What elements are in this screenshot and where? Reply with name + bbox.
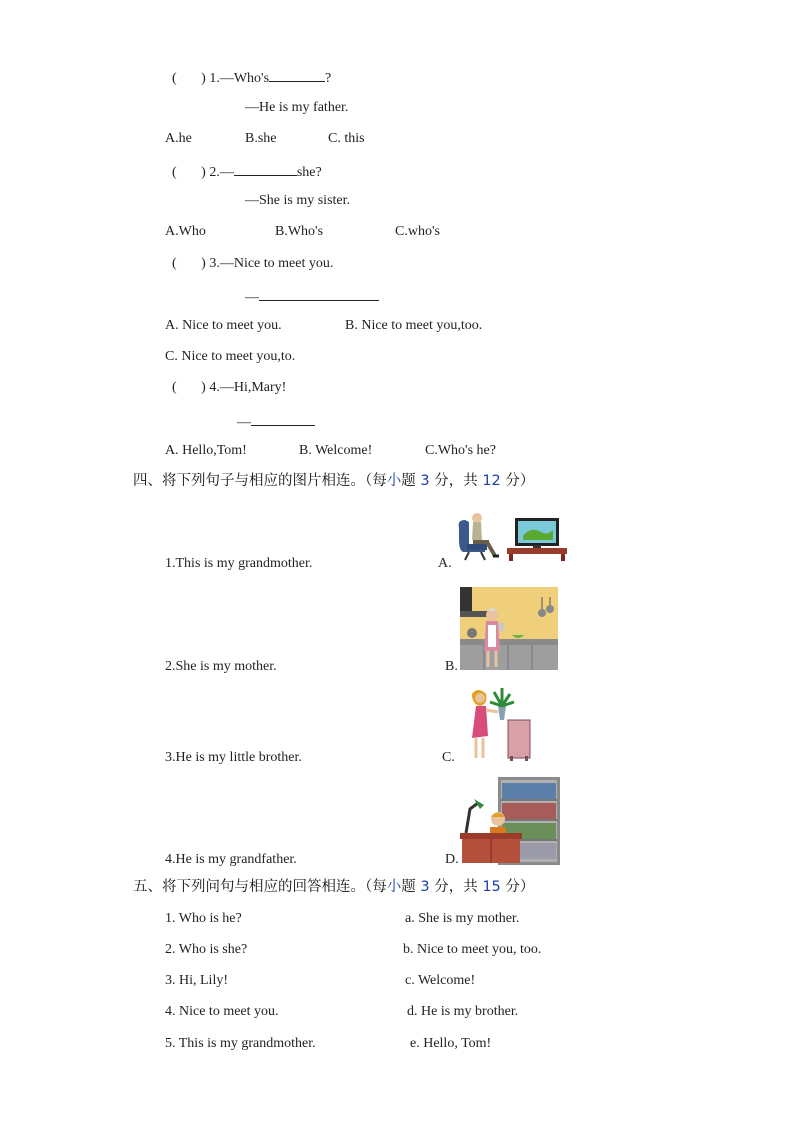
fill-blank[interactable] bbox=[234, 161, 297, 176]
q1-stem-end: ? bbox=[325, 71, 332, 86]
picture-label-c: C. bbox=[442, 750, 455, 765]
q2-reply: —She is my sister. bbox=[245, 193, 351, 208]
q4-option-b: B. Welcome! bbox=[299, 443, 373, 458]
heading-total: 15 bbox=[482, 879, 501, 895]
q1-stem bbox=[172, 67, 331, 88]
match-sentence-1: 1.This is my grandmother. bbox=[165, 556, 313, 571]
match-sentence-4: 4.He is my grandfather. bbox=[165, 852, 297, 867]
q2-option-b: B.Who's bbox=[275, 224, 324, 239]
picture-label-d: D. bbox=[445, 852, 459, 867]
answer-paren[interactable]: ( ) bbox=[172, 71, 206, 86]
q2-option-a: A.Who bbox=[165, 224, 206, 239]
grandmother-kitchen-picture bbox=[460, 587, 558, 670]
match-answer-e: e. Hello, Tom! bbox=[410, 1036, 492, 1051]
fill-blank[interactable] bbox=[259, 286, 379, 301]
q3-stem-text: 3.—Nice to meet you. bbox=[209, 256, 334, 271]
heading-text: 题 bbox=[401, 879, 421, 895]
q2-stem-text: 2.— bbox=[209, 165, 234, 180]
heading-text: 小 bbox=[386, 879, 402, 895]
q4-option-a: A. Hello,Tom! bbox=[165, 443, 247, 458]
man-watching-tv-picture bbox=[455, 510, 570, 562]
q4-stem-text: 4.—Hi,Mary! bbox=[209, 380, 287, 395]
match-sentence-2: 2.She is my mother. bbox=[165, 659, 277, 674]
q3-option-a: A. Nice to meet you. bbox=[165, 318, 282, 333]
fill-blank[interactable] bbox=[269, 67, 325, 82]
q1-option-b: B.she bbox=[245, 131, 277, 146]
section-5-heading bbox=[133, 878, 534, 896]
heading-score: 3 bbox=[420, 879, 430, 895]
boy-desk-bookshelf-picture bbox=[458, 777, 560, 865]
heading-text: 小 bbox=[386, 473, 402, 489]
q2-option-c: C.who's bbox=[395, 224, 440, 239]
q4-option-c: C.Who's he? bbox=[425, 443, 496, 458]
q3-reply-dash: — bbox=[245, 290, 259, 305]
heading-text: 分） bbox=[500, 879, 535, 895]
heading-text: 四、将下列句子与相应的图片相连。（每 bbox=[133, 473, 387, 489]
q3-reply bbox=[245, 286, 379, 307]
q3-option-b: B. Nice to meet you,too. bbox=[345, 318, 483, 333]
section-4-heading bbox=[133, 472, 534, 490]
answer-paren[interactable]: ( ) bbox=[172, 165, 206, 180]
heading-total: 12 bbox=[482, 473, 501, 489]
heading-text: 分，共 bbox=[429, 879, 483, 895]
heading-text: 题 bbox=[401, 473, 421, 489]
match-sentence-3: 3.He is my little brother. bbox=[165, 750, 302, 765]
match-answer-c: c. Welcome! bbox=[405, 973, 476, 988]
answer-paren[interactable]: ( ) bbox=[172, 256, 206, 271]
answer-paren[interactable]: ( ) bbox=[172, 380, 206, 395]
match-question-2: 2. Who is she? bbox=[165, 942, 248, 957]
match-question-1: 1. Who is he? bbox=[165, 911, 242, 926]
heading-text: 分，共 bbox=[429, 473, 483, 489]
q4-reply bbox=[237, 411, 315, 432]
q3-option-c: C. Nice to meet you,to. bbox=[165, 349, 296, 364]
q1-reply: —He is my father. bbox=[245, 100, 349, 115]
heading-text: 分） bbox=[500, 473, 535, 489]
heading-text: 五、将下列问句与相应的回答相连。（每 bbox=[133, 879, 387, 895]
q1-option-a: A.he bbox=[165, 131, 192, 146]
match-answer-b: b. Nice to meet you, too. bbox=[403, 942, 542, 957]
picture-label-a: A. bbox=[438, 556, 452, 571]
q3-stem bbox=[172, 255, 333, 273]
heading-score: 3 bbox=[420, 473, 430, 489]
fill-blank[interactable] bbox=[251, 411, 315, 426]
q2-stem bbox=[172, 161, 322, 182]
woman-plant-picture bbox=[468, 686, 532, 762]
match-answer-d: d. He is my brother. bbox=[407, 1004, 519, 1019]
match-question-5: 5. This is my grandmother. bbox=[165, 1036, 316, 1051]
q4-reply-dash: — bbox=[237, 415, 251, 430]
picture-label-b: B. bbox=[445, 659, 458, 674]
q2-stem-end: she? bbox=[296, 165, 322, 180]
match-question-3: 3. Hi, Lily! bbox=[165, 973, 228, 988]
q1-stem-text: 1.—Who's bbox=[209, 71, 270, 86]
q4-stem bbox=[172, 379, 286, 397]
match-question-4: 4. Nice to meet you. bbox=[165, 1004, 279, 1019]
q1-option-c: C. this bbox=[328, 131, 365, 146]
match-answer-a: a. She is my mother. bbox=[405, 911, 520, 926]
